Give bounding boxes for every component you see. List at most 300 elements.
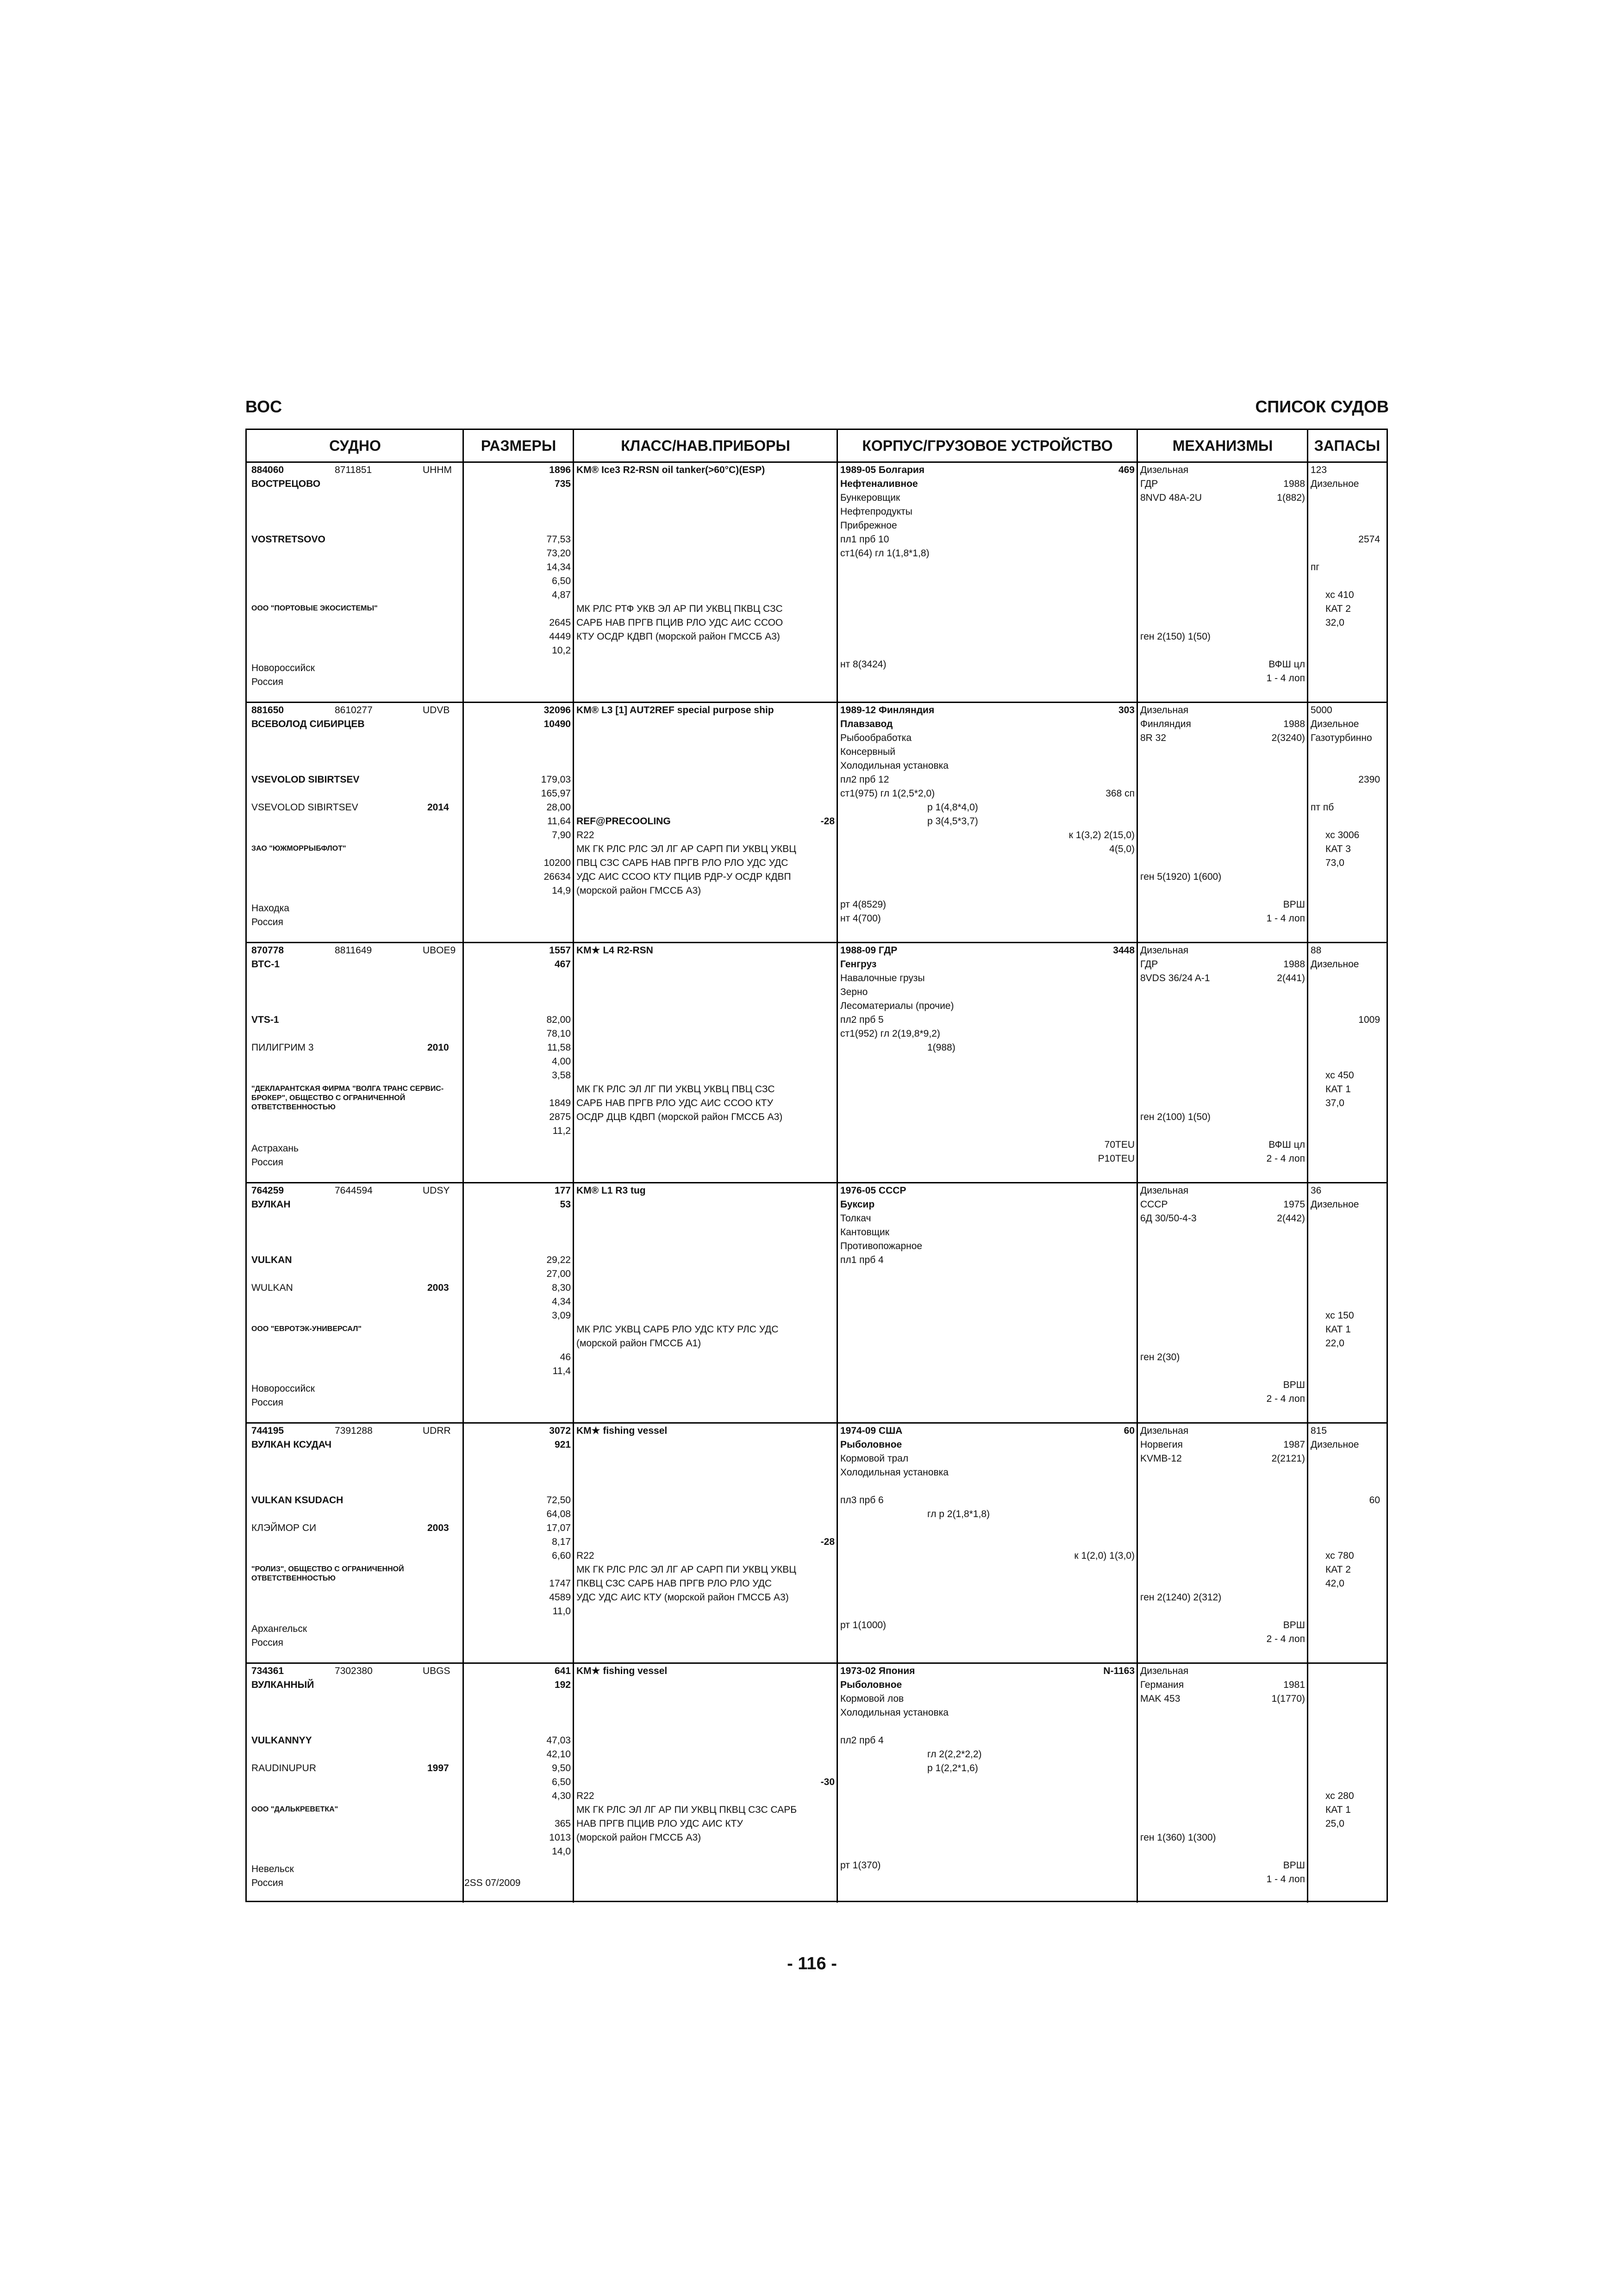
column-divider <box>837 1422 838 1662</box>
build-date-country: 1973-02 Япония <box>840 1666 915 1676</box>
flag: Россия <box>251 677 283 687</box>
build-date-country: 1989-12 Финляндия <box>840 705 935 716</box>
engine-year: 1987 <box>1283 1439 1305 1450</box>
nav-equipment-line: КТУ ОСДР КДВП (морской район ГМССБ А3) <box>576 631 780 642</box>
nav-equipment-line: МК ГК РЛС ЭЛ ЛГ АР ПИ УКВЦ ПКВЦ СЗС САРБ <box>576 1804 797 1815</box>
refrigerant: R22 <box>576 1550 594 1561</box>
column-divider <box>837 702 838 942</box>
row-divider <box>247 1182 1387 1183</box>
freshwater-store: КАТ 1 <box>1325 1324 1351 1335</box>
yard-number: 469 <box>1118 465 1135 475</box>
range-value: 2390 <box>1358 774 1380 785</box>
hull-type-line: Бункеровщик <box>840 492 900 503</box>
nav-equipment-line: МК РЛС РТФ УКВ ЭЛ АР ПИ УКВЦ ПКВЦ СЗС <box>576 604 783 614</box>
generators: ген 2(150) 1(50) <box>1140 631 1211 642</box>
hull-type-line: Рыбообработка <box>840 733 912 743</box>
dimension-value: 3,09 <box>552 1310 571 1321</box>
hold-capacity: нт 8(3424) <box>840 659 887 670</box>
dimension-value: 14,0 <box>552 1846 571 1857</box>
former-name: RAUDINUPUR <box>251 1763 317 1773</box>
fuel-codes: пт пб <box>1311 802 1334 813</box>
column-divider <box>1137 702 1138 942</box>
container-capacity: 70TEU <box>1104 1139 1135 1150</box>
fuel-store: Дизельное <box>1311 1199 1359 1210</box>
engine-line: 6Д 30/50-4-3 <box>1140 1213 1197 1224</box>
hold-capacity: рт 1(370) <box>840 1860 881 1871</box>
dimension-value: 73,20 <box>546 548 571 559</box>
class-notation: KM® L3 [1] AUT2REF special purpose ship <box>576 705 774 716</box>
registry-number: 744195 <box>251 1425 284 1436</box>
freshwater-store: 37,0 <box>1325 1098 1344 1108</box>
engine-line: Норвегия <box>1140 1439 1183 1450</box>
owner: ООО "ЕВРОТЭК-УНИВЕРСАЛ" <box>251 1325 362 1333</box>
dimension-value: 8,30 <box>552 1282 571 1293</box>
dimension-value: 72,50 <box>546 1495 571 1506</box>
column-divider <box>1307 1182 1308 1422</box>
dimension-value: 11,2 <box>552 1126 571 1136</box>
hull-type-line: Холодильная установка <box>840 1467 949 1478</box>
class-notation: KM★ fishing vessel <box>576 1425 668 1436</box>
nav-equipment-line: САРБ НАВ ПРГВ РЛО УДС АИС ССОО КТУ <box>576 1098 773 1108</box>
registry-number: 881650 <box>251 705 284 716</box>
hull-type-line: Кантовщик <box>840 1227 889 1238</box>
propeller-type: ВРШ <box>1283 1860 1305 1871</box>
hull-type-line: Рыболовное <box>840 1680 902 1690</box>
fuel-store: Дизельное <box>1311 1439 1359 1450</box>
imo-number: 8711851 <box>335 465 372 475</box>
column-header: РАЗМЕРЫ <box>481 437 556 454</box>
propeller-blades: 2 - 4 лоп <box>1266 1634 1305 1644</box>
ship-name-latin: VOSTRETSOVO <box>251 534 325 545</box>
column-divider <box>573 1422 574 1662</box>
call-sign: UDVB <box>423 705 450 716</box>
former-name: КЛЭЙМОР СИ <box>251 1523 317 1533</box>
engine-year: 1981 <box>1283 1680 1305 1690</box>
hull-type-line: Холодильная установка <box>840 760 949 771</box>
ship-name-latin: VSEVOLOD SIBIRTSEV <box>251 774 360 785</box>
dimension-value: 6,60 <box>552 1550 571 1561</box>
flag: Россия <box>251 1397 283 1408</box>
column-divider <box>573 1182 574 1422</box>
build-date-country: 1988-09 ГДР <box>840 945 898 956</box>
dimension-value: 29,22 <box>546 1255 571 1265</box>
range-value: 60 <box>1369 1495 1380 1506</box>
dimension-value: 11,0 <box>552 1606 571 1617</box>
refrigeration-temperature: -28 <box>820 816 835 827</box>
footer-code: 2SS 07/2009 <box>464 1878 521 1888</box>
fuel-codes: пг <box>1311 562 1320 572</box>
range-value: 2574 <box>1358 534 1380 545</box>
former-name: ПИЛИГРИМ 3 <box>251 1042 314 1053</box>
ship-record <box>247 463 1387 703</box>
freshwater-store: КАТ 1 <box>1325 1804 1351 1815</box>
column-divider <box>462 461 464 702</box>
column-divider <box>462 1422 464 1662</box>
engine-line: 8VDS 36/24 A-1 <box>1140 973 1210 983</box>
column-divider <box>462 702 464 942</box>
ship-record <box>247 1184 1387 1424</box>
row-divider <box>247 461 1387 463</box>
dimension-value: 3072 <box>549 1425 571 1436</box>
cargo-equipment-line: пл3 прб 6 <box>840 1495 884 1506</box>
dimension-value: 4,87 <box>552 590 571 600</box>
ship-name-latin: VULKAN KSUDACH <box>251 1495 344 1506</box>
freshwater-store: хс 450 <box>1325 1070 1354 1081</box>
ship-name-latin: VTS-1 <box>251 1014 279 1025</box>
hull-type-line: Толкач <box>840 1213 871 1224</box>
nav-equipment-line: ПВЦ СЗС САРБ НАВ ПРГВ РЛО РЛО УДС УДС <box>576 858 788 868</box>
home-port: Астрахань <box>251 1143 299 1154</box>
registry-number: 870778 <box>251 945 284 956</box>
yard-number: 60 <box>1124 1425 1135 1436</box>
class-notation: KM® Ice3 R2-RSN oil tanker(>60°C)(ESP) <box>576 465 765 475</box>
column-divider <box>837 430 838 461</box>
former-name-year: 2014 <box>427 802 449 813</box>
refrigerated-hold: 4(5,0) <box>1109 844 1135 854</box>
freshwater-store: 25,0 <box>1325 1818 1344 1829</box>
refrigeration-class: REF@PRECOOLING <box>576 816 671 827</box>
freshwater-store: 22,0 <box>1325 1338 1344 1349</box>
owner: ООО "ДАЛЬКРЕВЕТКА" <box>251 1805 338 1813</box>
hull-type-line: Нефтепродукты <box>840 506 912 517</box>
column-divider <box>1307 1662 1308 1903</box>
engine-year: 1975 <box>1283 1199 1305 1210</box>
propeller-type: ВРШ <box>1283 899 1305 910</box>
column-header: КЛАСС/НАВ.ПРИБОРЫ <box>621 437 790 454</box>
imo-number: 8811649 <box>335 945 372 956</box>
home-port: Новороссийск <box>251 1383 315 1394</box>
refrigerated-hold: к 1(3,2) 2(15,0) <box>1068 830 1135 840</box>
column-divider <box>462 1662 464 1903</box>
hold-capacity: нт 4(700) <box>840 913 881 924</box>
generators: ген 2(100) 1(50) <box>1140 1112 1211 1122</box>
nav-equipment-line: МК ГК РЛС РЛС ЭЛ ЛГ АР САРП ПИ УКВЦ УКВЦ <box>576 844 796 854</box>
hull-type-line: Зерно <box>840 987 868 997</box>
dimension-value: 165,97 <box>541 788 571 799</box>
engine-line: Финляндия <box>1140 719 1191 729</box>
engine-line: Дизельная <box>1140 465 1189 475</box>
column-divider <box>1307 461 1308 702</box>
hull-type-line: Плавзавод <box>840 719 893 729</box>
cargo-equipment-line: пл2 прб 12 <box>840 774 889 785</box>
flag: Россия <box>251 1637 283 1648</box>
nav-equipment-line: (морской район ГМССБ А3) <box>576 1832 701 1843</box>
dimension-value: 6,50 <box>552 1777 571 1787</box>
fuel-store: 5000 <box>1311 705 1332 716</box>
yard-number: 303 <box>1118 705 1135 716</box>
engine-year: 1988 <box>1283 959 1305 970</box>
owner: "ДЕКЛАРАНТСКАЯ ФИРМА "ВОЛГА ТРАНС СЕРВИС-БРОКЕР", ОБЩЕСТВО С ОГРАНИЧЕННОЙ ОТВЕТСТВЕННОСТЬЮ <box>251 1085 444 1111</box>
engine-power: 1(882) <box>1277 492 1305 503</box>
dimension-value: 2875 <box>549 1112 571 1122</box>
cargo-equipment-line: р 3(4,5*3,7) <box>927 816 978 827</box>
hull-type-line: Противопожарное <box>840 1241 923 1251</box>
propeller-blades: 2 - 4 лоп <box>1266 1394 1305 1404</box>
engine-line: Дизельная <box>1140 945 1189 956</box>
propeller-blades: 1 - 4 лоп <box>1266 913 1305 924</box>
dimension-value: 26634 <box>543 871 571 882</box>
nav-equipment-line: САРБ НАВ ПРГВ ПЦИВ РЛО УДС АИС ССОО <box>576 617 783 628</box>
column-divider <box>573 1662 574 1903</box>
dimension-value: 6,50 <box>552 576 571 586</box>
engine-line: Германия <box>1140 1680 1184 1690</box>
ship-name: ВОСТРЕЦОВО <box>251 479 321 489</box>
column-divider <box>1137 942 1138 1182</box>
engine-line: СССР <box>1140 1199 1168 1210</box>
freshwater-store: хс 150 <box>1325 1310 1354 1321</box>
flag: Россия <box>251 1878 283 1888</box>
hull-type-line: Лесоматериалы (прочие) <box>840 1001 954 1011</box>
ship-record <box>247 703 1387 944</box>
owner: "РОЛИЗ", ОБЩЕСТВО С ОГРАНИЧЕННОЙ ОТВЕТСТВЕННОСТЬЮ <box>251 1565 404 1582</box>
fuel-store: Газотурбинно <box>1311 733 1372 743</box>
column-divider <box>837 1182 838 1422</box>
hull-type-line: Генгруз <box>840 959 877 970</box>
range-value: 1009 <box>1358 1014 1380 1025</box>
propeller-blades: 1 - 4 лоп <box>1266 673 1305 684</box>
imo-number: 7644594 <box>335 1185 373 1196</box>
dimension-value: 921 <box>554 1439 571 1450</box>
former-name-year: 1997 <box>427 1763 449 1773</box>
dimension-value: 1747 <box>549 1578 571 1589</box>
build-date-country: 1976-05 СССР <box>840 1185 906 1196</box>
home-port: Невельск <box>251 1864 294 1874</box>
call-sign: UHHM <box>423 465 452 475</box>
imo-number: 7302380 <box>335 1666 373 1676</box>
column-divider <box>837 1662 838 1903</box>
former-name-year: 2010 <box>427 1042 449 1053</box>
cargo-equipment-line: ст1(64) гл 1(1,8*1,8) <box>840 548 930 559</box>
dimension-value: 42,10 <box>546 1749 571 1760</box>
refrigerant: R22 <box>576 1791 594 1801</box>
ship-name-latin: VULKAN <box>251 1255 292 1265</box>
engine-power: 2(3240) <box>1271 733 1305 743</box>
column-divider <box>837 942 838 1182</box>
yard-number: N-1163 <box>1103 1666 1135 1676</box>
engine-year: 1988 <box>1283 719 1305 729</box>
page-header-left: ВОС <box>245 397 282 416</box>
former-name: VSEVOLOD SIBIRTSEV <box>251 802 358 813</box>
propeller-type: ВФШ цл <box>1268 659 1305 670</box>
freshwater-store: хс 3006 <box>1325 830 1360 840</box>
cargo-equipment-line: пл2 прб 4 <box>840 1735 884 1746</box>
freshwater-store: 42,0 <box>1325 1578 1344 1589</box>
freshwater-store: 73,0 <box>1325 858 1344 868</box>
class-notation: KM★ L4 R2-RSN <box>576 945 653 956</box>
nav-equipment-line: УДС АИС ССОО КТУ ПЦИВ РДР-У ОСДР КДВП <box>576 871 791 882</box>
propeller-type: ВРШ <box>1283 1620 1305 1630</box>
column-header: МЕХАНИЗМЫ <box>1172 437 1273 454</box>
dimension-value: 4589 <box>549 1592 571 1603</box>
freshwater-store: КАТ 3 <box>1325 844 1351 854</box>
engine-power: 1(1770) <box>1271 1693 1305 1704</box>
flag: Россия <box>251 1157 283 1168</box>
cargo-equipment-line: пл1 прб 10 <box>840 534 889 545</box>
class-notation: KM® L1 R3 tug <box>576 1185 646 1196</box>
build-date-country: 1989-05 Болгария <box>840 465 925 475</box>
nav-equipment-line: (морской район ГМССБ А1) <box>576 1338 701 1349</box>
home-port: Находка <box>251 903 289 914</box>
hull-type-line: Буксир <box>840 1199 875 1210</box>
engine-line: Дизельная <box>1140 1425 1189 1436</box>
hull-type-line: Холодильная установка <box>840 1707 949 1718</box>
former-name-year: 2003 <box>427 1523 449 1533</box>
yard-number: 3448 <box>1113 945 1135 956</box>
dimension-value: 4,34 <box>552 1296 571 1307</box>
cargo-equipment-line: р 1(2,2*1,6) <box>927 1763 978 1773</box>
container-capacity: P10TEU <box>1098 1153 1135 1164</box>
fuel-store: 123 <box>1311 465 1327 475</box>
dimension-value: 1896 <box>549 465 571 475</box>
home-port: Архангельск <box>251 1624 307 1634</box>
refrigerated-hold: к 1(2,0) 1(3,0) <box>1074 1550 1135 1561</box>
engine-line: Дизельная <box>1140 705 1189 716</box>
dimension-value: 4,00 <box>552 1056 571 1067</box>
column-divider <box>573 461 574 702</box>
cargo-equipment-line: р 1(4,8*4,0) <box>927 802 978 813</box>
row-divider <box>247 1662 1387 1664</box>
nav-equipment-line: НАВ ПРГВ ПЦИВ РЛО УДС АИС КТУ <box>576 1818 743 1829</box>
dimension-value: 9,50 <box>552 1763 571 1773</box>
column-divider <box>1137 461 1138 702</box>
dimension-value: 4,30 <box>552 1791 571 1801</box>
flag: Россия <box>251 917 283 927</box>
generators: ген 5(1920) 1(600) <box>1140 871 1222 882</box>
registry-number: 884060 <box>251 465 284 475</box>
ship-name: ВУЛКАННЫЙ <box>251 1680 314 1690</box>
column-divider <box>573 702 574 942</box>
hull-type-line: Навалочные грузы <box>840 973 925 983</box>
column-divider <box>1307 1422 1308 1662</box>
propeller-blades: 2 - 4 лоп <box>1266 1153 1305 1164</box>
refrigeration-temperature: -28 <box>820 1537 835 1547</box>
fuel-store: 88 <box>1311 945 1322 956</box>
column-divider <box>573 942 574 1182</box>
freshwater-store: хс 410 <box>1325 590 1354 600</box>
call-sign: UDRR <box>423 1425 451 1436</box>
ship-record <box>247 944 1387 1184</box>
nav-equipment-line: МК ГК РЛС ЭЛ ЛГ ПИ УКВЦ УКВЦ ПВЦ СЗС <box>576 1084 775 1095</box>
column-divider <box>1137 1182 1138 1422</box>
ship-record <box>247 1664 1387 1904</box>
home-port: Новороссийск <box>251 663 315 673</box>
page-header-right: СПИСОК СУДОВ <box>1255 397 1389 416</box>
freshwater-store: КАТ 2 <box>1325 1564 1351 1575</box>
engine-line: 8R 32 <box>1140 733 1167 743</box>
freshwater-store: 32,0 <box>1325 617 1344 628</box>
column-divider <box>1307 702 1308 942</box>
hull-type-line: Нефтеналивное <box>840 479 918 489</box>
dimension-value: 179,03 <box>541 774 571 785</box>
column-divider <box>1307 430 1308 461</box>
dimension-value: 1557 <box>549 945 571 956</box>
dimension-value: 192 <box>554 1680 571 1690</box>
fuel-store: Дизельное <box>1311 719 1359 729</box>
nav-equipment-line: МК РЛС УКВЦ САРБ РЛО УДС КТУ РЛС УДС <box>576 1324 779 1335</box>
fuel-store: 36 <box>1311 1185 1322 1196</box>
hull-type-line: Кормовой лов <box>840 1693 904 1704</box>
owner: ЗАО "ЮЖМОРРЫБФЛОТ" <box>251 845 346 852</box>
class-notation: KM★ fishing vessel <box>576 1666 668 1676</box>
engine-power: 2(442) <box>1277 1213 1305 1224</box>
hold-capacity: рт 4(8529) <box>840 899 887 910</box>
dimension-value: 4449 <box>549 631 571 642</box>
hull-extra: 368 сп <box>1106 788 1135 799</box>
column-divider <box>462 430 464 461</box>
column-divider <box>1137 430 1138 461</box>
column-divider <box>462 1182 464 1422</box>
dimension-value: 2645 <box>549 617 571 628</box>
generators: ген 2(30) <box>1140 1352 1180 1363</box>
dimension-value: 77,53 <box>546 534 571 545</box>
freshwater-store: хс 780 <box>1325 1550 1354 1561</box>
nav-equipment-line: УДС УДС АИС КТУ (морской район ГМССБ А3) <box>576 1592 789 1603</box>
dimension-value: 78,10 <box>546 1028 571 1039</box>
nav-equipment-line: ОСДР ДЦВ КДВП (морской район ГМССБ А3) <box>576 1112 783 1122</box>
freshwater-store: КАТ 2 <box>1325 604 1351 614</box>
engine-line: Дизельная <box>1140 1185 1189 1196</box>
dimension-value: 27,00 <box>546 1269 571 1279</box>
hull-type-line: Прибрежное <box>840 520 897 531</box>
hull-type-line: Консервный <box>840 747 895 757</box>
ship-name: ВУЛКАН КСУДАЧ <box>251 1439 332 1450</box>
column-divider <box>462 942 464 1182</box>
owner: ООО "ПОРТОВЫЕ ЭКОСИСТЕМЫ" <box>251 604 378 612</box>
ship-name-latin: VULKANNYY <box>251 1735 312 1746</box>
nav-equipment-line: ПКВЦ СЗС САРБ НАВ ПРГВ РЛО РЛО УДС <box>576 1578 772 1589</box>
dimension-value: 10490 <box>543 719 571 729</box>
dimension-value: 10,2 <box>552 645 571 656</box>
engine-year: 1988 <box>1283 479 1305 489</box>
dimension-value: 11,58 <box>547 1042 571 1053</box>
dimension-value: 1849 <box>549 1098 571 1108</box>
generators: ген 2(1240) 2(312) <box>1140 1592 1222 1603</box>
ship-name: ВУЛКАН <box>251 1199 291 1210</box>
call-sign: UDSY <box>423 1185 450 1196</box>
row-divider <box>247 1422 1387 1424</box>
engine-line: MAK 453 <box>1140 1693 1181 1704</box>
hull-type-line: Рыболовное <box>840 1439 902 1450</box>
dimension-value: 14,34 <box>546 562 571 572</box>
registry-number: 764259 <box>251 1185 284 1196</box>
hold-capacity: рт 1(1000) <box>840 1620 887 1630</box>
dimension-value: 82,00 <box>546 1014 571 1025</box>
column-divider <box>1137 1662 1138 1903</box>
call-sign: UBGS <box>423 1666 450 1676</box>
engine-line: KVMB-12 <box>1140 1453 1182 1464</box>
fuel-store: 815 <box>1311 1425 1327 1436</box>
row-divider <box>247 702 1387 703</box>
propeller-type: ВФШ цл <box>1268 1139 1305 1150</box>
dimension-value: 8,17 <box>552 1537 571 1547</box>
dimension-value: 17,07 <box>546 1523 571 1533</box>
engine-power: 2(441) <box>1277 973 1305 983</box>
imo-number: 8610277 <box>335 705 373 716</box>
engine-line: 8NVD 48A-2U <box>1140 492 1202 503</box>
cargo-equipment-line: гл 2(2,2*2,2) <box>927 1749 982 1760</box>
ship-record <box>247 1424 1387 1664</box>
engine-line: Дизельная <box>1140 1666 1189 1676</box>
dimension-value: 53 <box>560 1199 571 1210</box>
engine-line: ГДР <box>1140 479 1158 489</box>
column-divider <box>1307 942 1308 1182</box>
hull-type-line: Кормовой трал <box>840 1453 909 1464</box>
column-divider <box>573 430 574 461</box>
dimension-value: 47,03 <box>546 1735 571 1746</box>
nav-equipment-line: МК ГК РЛС РЛС ЭЛ ЛГ АР САРП ПИ УКВЦ УКВЦ <box>576 1564 796 1575</box>
build-date-country: 1974-09 США <box>840 1425 903 1436</box>
row-divider <box>247 942 1387 943</box>
